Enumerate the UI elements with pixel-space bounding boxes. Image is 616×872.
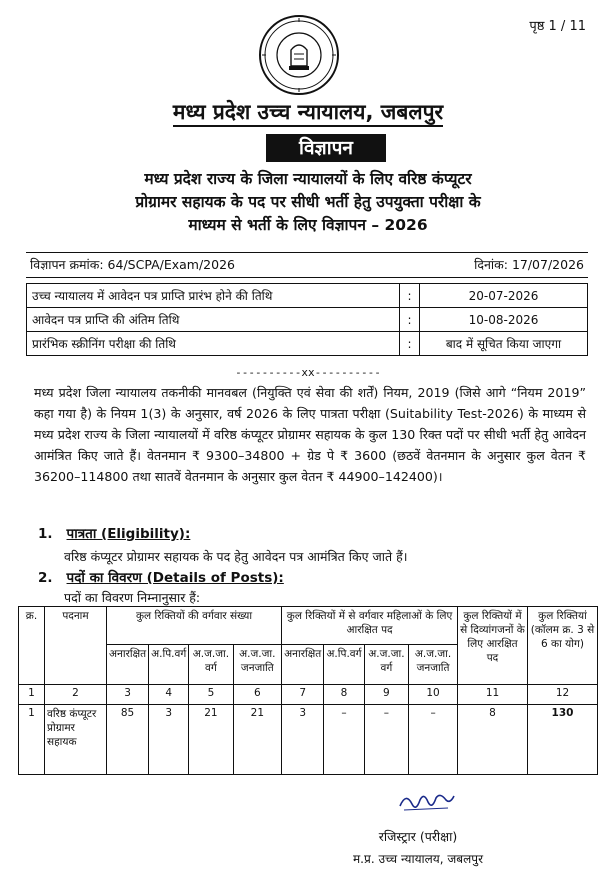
subheader-cell: अ.ज.जा. वर्ग: [189, 645, 233, 685]
column-number: 10: [409, 685, 458, 705]
date-label: उच्च न्यायालय में आवेदन पत्र प्राप्ति प्रारंभ होने की तिथि: [27, 284, 400, 308]
advertisement-badge: विज्ञापन: [266, 134, 386, 162]
column-number-row: [19, 685, 598, 705]
date-label: आवेदन पत्र प्राप्ति की अंतिम तिथि: [27, 308, 400, 332]
table-header-row: [19, 607, 598, 645]
table-row: [27, 332, 588, 356]
section-title: पात्रता (Eligibility):: [66, 526, 191, 542]
posts-table: [18, 606, 598, 775]
heading-line: माध्यम से भर्ती के लिए विज्ञापन – 2026: [188, 216, 428, 234]
subheader-cell: अ.पि.वर्ग: [149, 645, 189, 685]
section-posts-text: पदों का विवरण निम्नानुसार हैं:: [64, 590, 201, 605]
advertisement-reference: [26, 252, 588, 278]
section-title: पदों का विवरण (Details of Posts):: [66, 570, 284, 586]
section-posts-heading: [38, 568, 284, 586]
column-number: 7: [282, 685, 324, 705]
column-number: 11: [458, 685, 528, 705]
date-colon: :: [400, 284, 420, 308]
column-number: 9: [364, 685, 409, 705]
table-cell: –: [409, 705, 458, 775]
header-category: कुल रिक्तियों की वर्गवार संख्या: [107, 607, 282, 645]
column-number: 3: [107, 685, 149, 705]
date-colon: :: [400, 308, 420, 332]
table-cell: –: [364, 705, 409, 775]
important-dates-table: [26, 283, 588, 356]
date-colon: :: [400, 332, 420, 356]
date-value: 10-08-2026: [420, 308, 588, 332]
date-label: प्रारंभिक स्क्रीनिंग परीक्षा की तिथि: [27, 332, 400, 356]
subheader-cell: अ.पि.वर्ग: [324, 645, 364, 685]
table-row: [27, 284, 588, 308]
header-sno: क्र.: [19, 607, 45, 685]
separator: ----------xx----------: [235, 366, 381, 379]
subheader-cell: अ.ज.जा. वर्ग: [364, 645, 409, 685]
table-cell: वरिष्ठ कंप्यूटर प्रोग्रामर सहायक: [45, 705, 107, 775]
intro-paragraph: मध्य प्रदेश जिला न्यायालय तकनीकी मानवबल (नियुक्ति एवं सेवा की शर्तें) नियम, 2019 (जिसे आगे “नियम 2019” कहा गया है) के नियम 1(3) के अनुसार, वर्ष 2026 के लिए पात्रता परीक्षा (Suitability Test-2026) के माध्यम से मध्य प्रदेश राज्य के जिला न्यायालयों में वरिष्ठ कंप्यूटर प्रोग्रामर सहायक के कुल 130 रिक्त पदों पर सीधी भर्ती हेतु आवेदन आमंत्रित किए जाते हैं। वेतनमान ₹ 9300–34800 + ग्रेड पे ₹ 3600 (छठवें वेतनमान के अनुसार कुल वेतन ₹ 36200–114800 तथा सातवें वेतनमान के अनुसार कुल वेतन ₹ 44900–142400)।: [34, 385, 586, 484]
court-name: मध्य प्रदेश उच्च न्यायालय, जबलपुर: [0, 98, 616, 126]
page-number: पृष्ठ 1 / 11: [529, 19, 586, 34]
table-cell: 85: [107, 705, 149, 775]
header-pwd: कुल रिक्तियों में से दिव्यांगजनों के लिए आरक्षित पद: [458, 607, 528, 685]
section-number: 1.: [38, 526, 53, 542]
column-number: 6: [233, 685, 282, 705]
table-cell: 3: [282, 705, 324, 775]
heading-line: प्रोग्रामर सहायक के पद पर सीधी भर्ती हेतु उपयुक्ता परीक्षा के: [135, 193, 481, 211]
registrar-designation: रजिस्ट्रार (परीक्षा): [378, 829, 458, 844]
subheader-cell: अ.ज.जा. जनजाति: [409, 645, 458, 685]
table-cell: 8: [458, 705, 528, 775]
table-row: [27, 308, 588, 332]
advertisement-number: विज्ञापन क्रमांक: 64/SCPA/Exam/2026: [30, 257, 235, 272]
column-number: 8: [324, 685, 364, 705]
section-eligibility-heading: [38, 524, 190, 542]
section-number: 2.: [38, 570, 53, 586]
table-cell: 130: [528, 705, 598, 775]
subheader-cell: अनारक्षित: [107, 645, 149, 685]
column-number: 2: [45, 685, 107, 705]
column-number: 5: [189, 685, 233, 705]
table-cell: 3: [149, 705, 189, 775]
table-cell: –: [324, 705, 364, 775]
date-value: 20-07-2026: [420, 284, 588, 308]
date-value: बाद में सूचित किया जाएगा: [420, 332, 588, 356]
signature: [396, 786, 456, 816]
subheader-cell: अ.ज.जा. जनजाति: [233, 645, 282, 685]
table-cell: 1: [19, 705, 45, 775]
advertisement-date: दिनांक: 17/07/2026: [474, 257, 584, 272]
registrar-office: म.प्र. उच्च न्यायालय, जबलपुर: [353, 852, 483, 866]
header-post: पदनाम: [45, 607, 107, 685]
advertisement-heading: [40, 168, 576, 237]
table-row: [19, 705, 598, 775]
header-women: कुल रिक्तियों में से वर्गवार महिलाओं के लिए आरक्षित पद: [282, 607, 458, 645]
column-number: 12: [528, 685, 598, 705]
heading-line: मध्य प्रदेश राज्य के जिला न्यायालयों के लिए वरिष्ठ कंप्यूटर: [144, 170, 472, 188]
court-emblem-seal: [258, 14, 340, 96]
column-number: 1: [19, 685, 45, 705]
column-number: 4: [149, 685, 189, 705]
section-eligibility-text: वरिष्ठ कंप्यूटर प्रोग्रामर सहायक के पद हेतु आवेदन पत्र आमंत्रित किए जाते हैं।: [64, 549, 408, 564]
table-cell: 21: [233, 705, 282, 775]
subheader-cell: अनारक्षित: [282, 645, 324, 685]
header-total: कुल रिक्तियां (कॉलम क्र. 3 से 6 का योग): [528, 607, 598, 685]
table-cell: 21: [189, 705, 233, 775]
